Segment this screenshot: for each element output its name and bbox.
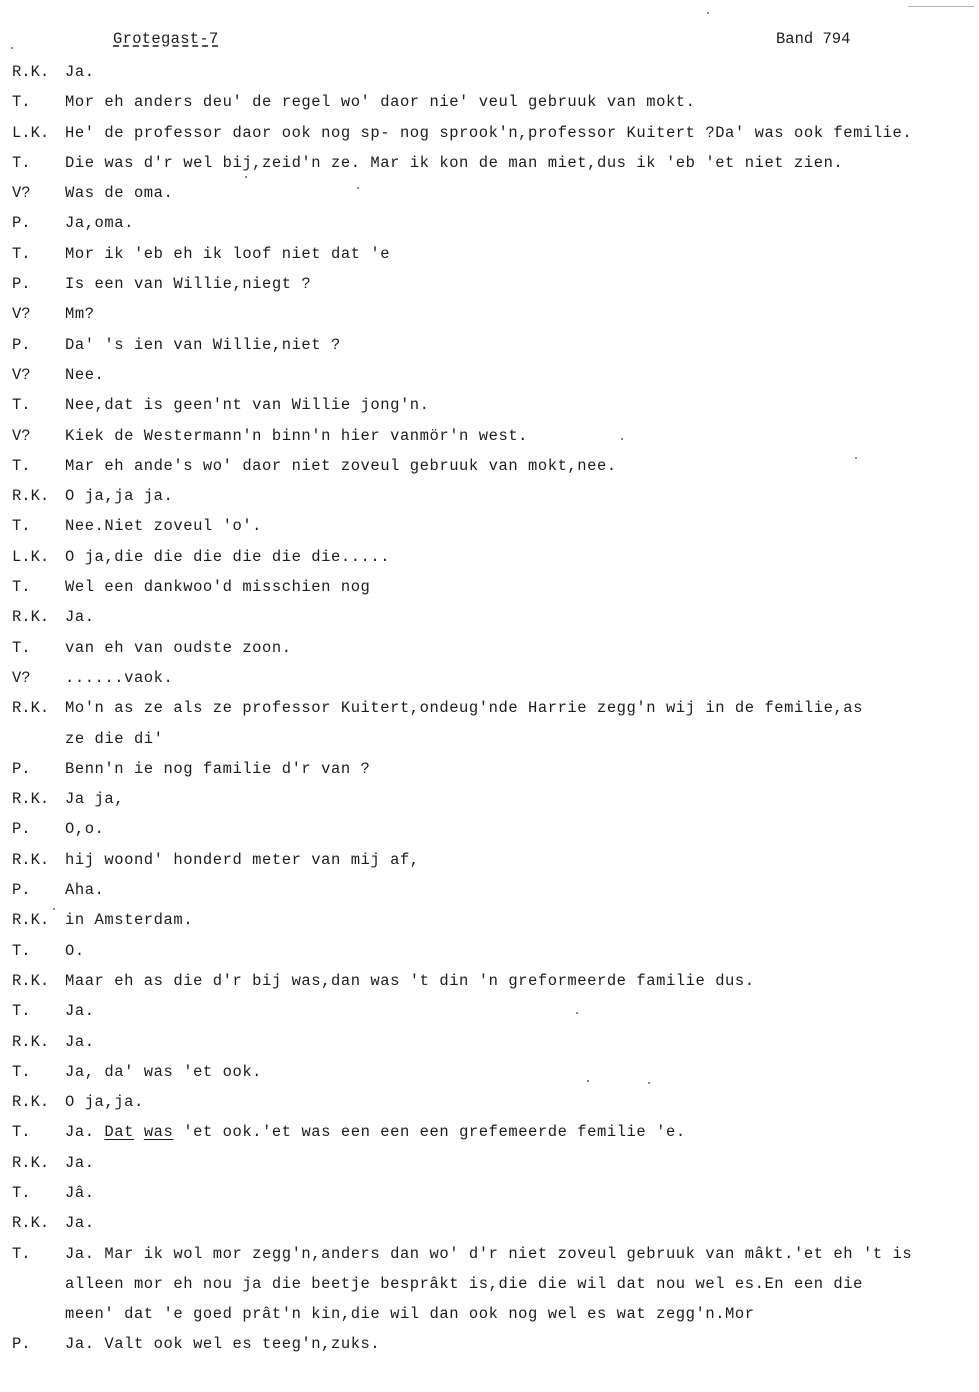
speaker-label: V?	[12, 426, 31, 445]
utterance-line: Mor eh anders deu' de regel wo' daor nie' veul gebruuk van mokt.	[65, 93, 696, 112]
utterance-line: Nee.	[65, 365, 105, 384]
page-title	[113, 30, 219, 48]
transcript-row	[12, 330, 978, 360]
utterance-text	[65, 451, 978, 481]
speaker-label: R.K.	[12, 487, 50, 506]
scan-speck	[621, 438, 623, 440]
utterance-line: Ja. Mar ik wol mor zegg'n,anders dan wo' d'r niet zoveul gebruuk van mâkt.'et eh 't is	[65, 1244, 913, 1263]
utterance-text	[65, 845, 978, 875]
transcript-row	[12, 87, 978, 117]
utterance-line: Ja.	[65, 1002, 95, 1021]
speaker-label: R.K.	[12, 850, 50, 869]
transcript-row	[12, 57, 978, 87]
utterance-text	[65, 148, 978, 178]
utterance-text	[65, 360, 978, 390]
transcript-row	[12, 118, 978, 148]
utterance-text	[65, 784, 978, 814]
speaker-label: L.K.	[12, 123, 50, 142]
speaker-label: T.	[12, 456, 31, 475]
scan-speck	[707, 12, 709, 14]
utterance-segment: Ja.	[65, 1123, 105, 1142]
utterance-text	[65, 875, 978, 905]
utterance-text	[65, 299, 978, 329]
utterance-line: Mo'n as ze als ze professor Kuitert,ondeug'nde Harrie zegg'n wij in de femilie,as	[65, 699, 863, 718]
transcript-row	[12, 1087, 978, 1117]
utterance-text	[65, 936, 978, 966]
speaker-label: P.	[12, 275, 31, 294]
transcript-row	[12, 814, 978, 844]
utterance-line: van eh van oudste zoon.	[65, 638, 292, 657]
utterance-line: O ja,ja.	[65, 1093, 144, 1112]
utterance-text	[65, 663, 978, 693]
utterance-text	[65, 57, 978, 87]
scan-speck	[587, 1080, 589, 1082]
transcript-row	[12, 481, 978, 511]
speaker-label: T.	[12, 941, 31, 960]
transcript-row	[12, 845, 978, 875]
utterance-text	[65, 87, 978, 117]
speaker-label: T.	[12, 1123, 31, 1142]
page-title-text: Grotegast-7	[113, 30, 219, 48]
utterance-line: alleen mor eh nou ja die beetje besprâkt is,die die wil dat nou wel es.En een die	[65, 1274, 863, 1293]
transcript-row	[12, 1239, 978, 1330]
transcript-row	[12, 1117, 978, 1147]
transcript-row	[12, 754, 978, 784]
scan-speck	[11, 47, 13, 49]
speaker-label: R.K.	[12, 971, 50, 990]
utterance-text	[65, 1027, 978, 1057]
transcript-row	[12, 299, 978, 329]
utterance-text	[65, 542, 978, 572]
utterance-text	[65, 208, 978, 238]
transcript-row	[12, 1208, 978, 1238]
transcript-row	[12, 936, 978, 966]
utterance-line: Ja.	[65, 63, 95, 81]
utterance-text	[65, 118, 978, 148]
transcript-row	[12, 663, 978, 693]
transcript-row	[12, 966, 978, 996]
transcript-row	[12, 178, 978, 208]
utterance-line: Nee.Niet zoveul 'o'.	[65, 517, 263, 536]
speaker-label: R.K.	[12, 608, 50, 627]
speaker-label: T.	[12, 1183, 31, 1202]
speaker-label: T.	[12, 1062, 31, 1081]
transcript-row	[12, 390, 978, 420]
transcript-row	[12, 239, 978, 269]
utterance-line: Was de oma.	[65, 184, 174, 203]
speaker-label: L.K.	[12, 547, 50, 566]
speaker-label: R.K.	[12, 1032, 50, 1051]
utterance-text	[65, 693, 978, 754]
transcript-row	[12, 511, 978, 541]
utterance-line: Kiek de Westermann'n binn'n hier vanmör'n west.	[65, 426, 529, 445]
utterance-line: ......vaok.	[65, 668, 174, 687]
transcript-list	[12, 57, 978, 1360]
speaker-label: R.K.	[12, 1153, 50, 1172]
speaker-label: P.	[12, 335, 31, 354]
utterance-text	[65, 511, 978, 541]
transcript-row	[12, 996, 978, 1026]
speaker-label: T.	[12, 153, 31, 172]
utterance-line: Jâ.	[65, 1183, 95, 1202]
scan-speck	[245, 176, 247, 178]
transcript-row	[12, 1027, 978, 1057]
top-edge-rule	[908, 6, 974, 7]
transcript-row	[12, 269, 978, 299]
speaker-label: T.	[12, 578, 31, 597]
speaker-label: R.K.	[12, 63, 50, 81]
utterance-line: Die was d'r wel bij,zeid'n ze. Mar ik kon de man miet,dus ik 'eb 'et niet zien.	[65, 153, 844, 172]
utterance-line: Nee,dat is geen'nt van Willie jong'n.	[65, 396, 430, 415]
utterance-line: Ja ja,	[65, 790, 125, 809]
transcript-row	[12, 1329, 978, 1359]
utterance-text	[65, 905, 978, 935]
utterance-line: Ja.	[65, 1153, 95, 1172]
utterance-text	[65, 239, 978, 269]
utterance-text	[65, 1208, 978, 1238]
underlined-word: Dat	[104, 1123, 134, 1142]
transcript-row	[12, 1148, 978, 1178]
speaker-label: R.K.	[12, 911, 50, 930]
speaker-label: T.	[12, 638, 31, 657]
transcript-row	[12, 1178, 978, 1208]
scan-speck	[855, 457, 857, 459]
transcript-row	[12, 784, 978, 814]
transcript-row	[12, 360, 978, 390]
utterance-segment	[134, 1123, 144, 1141]
utterance-text	[65, 330, 978, 360]
utterance-line: Wel een dankwoo'd misschien nog	[65, 578, 371, 597]
utterance-text	[65, 966, 978, 996]
speaker-label: P.	[12, 1335, 31, 1354]
speaker-label: P.	[12, 820, 31, 839]
transcript-row	[12, 602, 978, 632]
utterance-text	[65, 269, 978, 299]
utterance-line: Ja,oma.	[65, 214, 134, 233]
utterance-line: O.	[65, 941, 85, 960]
utterance-text	[65, 814, 978, 844]
utterance-text	[65, 1057, 978, 1087]
utterance-text	[65, 421, 978, 451]
speaker-label: T.	[12, 244, 31, 263]
transcript-row	[12, 451, 978, 481]
utterance-line: O ja,ja ja.	[65, 487, 174, 506]
utterance-line: Da' 's ien van Willie,niet ?	[65, 335, 341, 354]
utterance-text	[65, 633, 978, 663]
utterance-text	[65, 1148, 978, 1178]
utterance-text	[65, 1178, 978, 1208]
utterance-line: O,o.	[65, 820, 105, 839]
utterance-line: Ja, da' was 'et ook.	[65, 1062, 263, 1081]
utterance-text	[65, 390, 978, 420]
utterance-line: Ja.	[65, 1214, 95, 1233]
speaker-label: V?	[12, 305, 31, 324]
transcript-row	[12, 693, 978, 754]
utterance-line: hij woond' honderd meter van mij af,	[65, 850, 420, 869]
speaker-label: T.	[12, 93, 31, 112]
transcript-row	[12, 208, 978, 238]
utterance-text	[65, 754, 978, 784]
transcript-row	[12, 421, 978, 451]
utterance-line: Is een van Willie,niegt ?	[65, 275, 312, 294]
utterance-text	[65, 1329, 978, 1359]
utterance-line: Mor ik 'eb eh ik loof niet dat 'e	[65, 244, 391, 263]
transcript-row	[12, 905, 978, 935]
utterance-text	[65, 602, 978, 632]
speaker-label: P.	[12, 881, 31, 900]
speaker-label: R.K.	[12, 699, 50, 718]
speaker-label: T.	[12, 1244, 31, 1263]
utterance-text	[65, 996, 978, 1026]
speaker-label: R.K.	[12, 790, 50, 809]
speaker-label: R.K.	[12, 1093, 50, 1112]
speaker-label: T.	[12, 1002, 31, 1021]
utterance-text	[65, 1087, 978, 1117]
scan-speck	[53, 908, 55, 910]
underlined-word: was	[143, 1123, 174, 1142]
transcript-row	[12, 1057, 978, 1087]
utterance-line: Ja.	[65, 1032, 95, 1051]
utterance-text	[65, 481, 978, 511]
utterance-text	[65, 1117, 978, 1147]
speaker-label: T.	[12, 517, 31, 536]
utterance-line: Ja. Valt ook wel es teeg'n,zuks.	[65, 1335, 381, 1354]
utterance-line: O ja,die die die die die die.....	[65, 547, 391, 566]
utterance-line: Maar eh as die d'r bij was,dan was 't din 'n greformeerde familie dus.	[65, 971, 755, 990]
scan-speck	[576, 1012, 578, 1014]
utterance-text	[65, 178, 978, 208]
transcript-row	[12, 572, 978, 602]
scan-speck	[357, 187, 359, 189]
speaker-label: R.K.	[12, 1214, 50, 1233]
utterance-line: meen' dat 'e goed prât'n kin,die wil dan ook nog wel es wat zegg'n.Mor	[65, 1305, 755, 1324]
speaker-label: T.	[12, 396, 31, 415]
utterance-line: Aha.	[65, 881, 105, 900]
utterance-segment: 'et ook.'et was een een een grefemeerde femilie 'e.	[173, 1123, 686, 1142]
utterance-text	[65, 572, 978, 602]
transcript-row	[12, 633, 978, 663]
utterance-line: Ja.	[65, 608, 95, 627]
utterance-line	[65, 1117, 978, 1147]
band-number: Band 794	[776, 30, 851, 48]
utterance-line: Mar eh ande's wo' daor niet zoveul gebruuk van mokt,nee.	[65, 456, 617, 475]
utterance-line: Mm?	[65, 305, 95, 324]
transcript-row	[12, 148, 978, 178]
speaker-label: V?	[12, 365, 31, 384]
utterance-line: Benn'n ie nog familie d'r van ?	[65, 759, 371, 778]
transcript-row	[12, 875, 978, 905]
utterance-line: in Amsterdam.	[65, 911, 194, 930]
speaker-label: V?	[12, 184, 31, 203]
utterance-line: He' de professor daor ook nog sp- nog sprook'n,professor Kuitert ?Da' was ook femilie.	[65, 123, 913, 142]
speaker-label: P.	[12, 759, 31, 778]
utterance-line: ze die di'	[65, 729, 164, 748]
speaker-label: V?	[12, 668, 31, 687]
transcript-row	[12, 542, 978, 572]
scan-speck	[648, 1082, 650, 1084]
speaker-label: P.	[12, 214, 31, 233]
utterance-text	[65, 1239, 978, 1330]
